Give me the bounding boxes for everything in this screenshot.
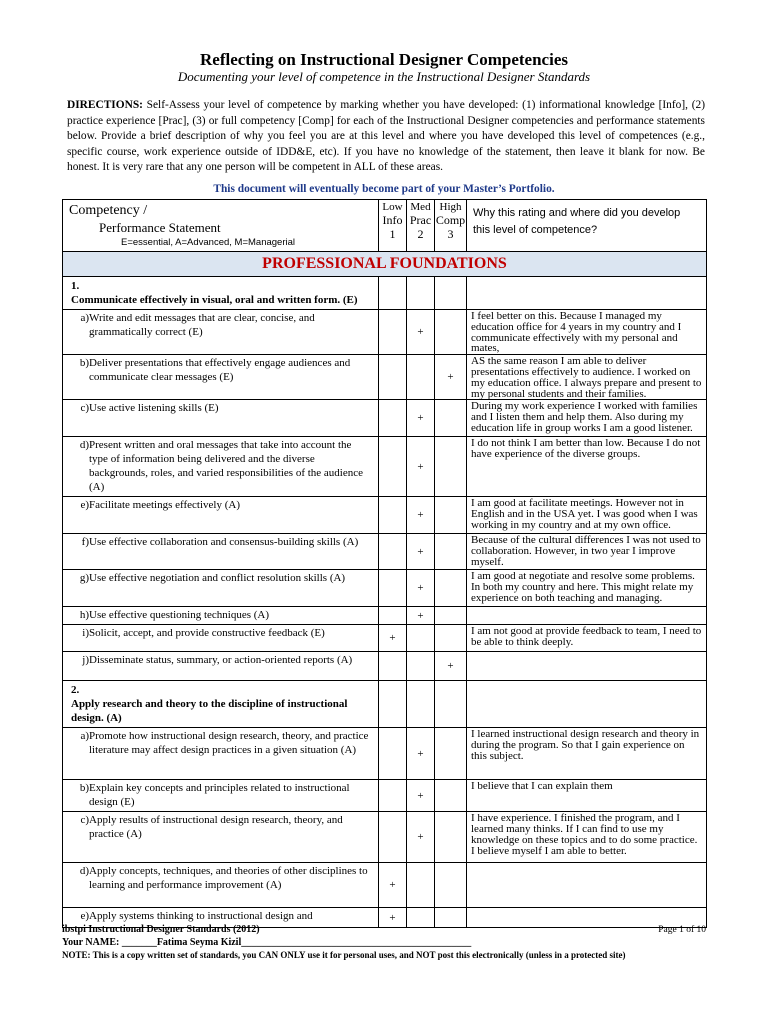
high-comp-mark bbox=[435, 780, 467, 812]
statement-text: Promote how instructional design research, theory, and practice literature may affect design practices in a given situation (A) bbox=[89, 730, 369, 757]
statement-text: Facilitate meetings effectively (A) bbox=[89, 499, 240, 512]
high-comp-mark bbox=[435, 497, 467, 534]
low-info-mark bbox=[379, 812, 407, 863]
high-comp-mark bbox=[435, 310, 467, 355]
low-info-mark bbox=[379, 607, 407, 625]
why-response: I am good at facilitate meetings. However not in English and in the USA yet. I was good when I was working in my country and at my own office. bbox=[467, 497, 707, 534]
statement-label: d) bbox=[79, 865, 89, 878]
col-number-1: 1 bbox=[389, 227, 396, 241]
statement-label: c) bbox=[80, 402, 89, 415]
statement-label: h) bbox=[79, 609, 89, 622]
performance-statement bbox=[63, 780, 379, 812]
rating-cell bbox=[435, 681, 467, 728]
low-label: Low bbox=[382, 201, 403, 213]
statement-text: Apply systems thinking to instructional design and bbox=[89, 910, 313, 923]
med-prac-mark: + bbox=[407, 570, 435, 607]
high-comp-mark: + bbox=[435, 355, 467, 400]
footer-name: Your NAME: _______Fatima Seyma Kizil______________________________________________ bbox=[62, 936, 472, 948]
competency-heading: Competency / bbox=[69, 203, 148, 218]
table-row bbox=[63, 437, 707, 497]
why-response: I do not think I am better than low. Because I do not have experience of the diverse groups. bbox=[467, 437, 707, 497]
statement-label: e) bbox=[80, 499, 89, 512]
category-row-1 bbox=[63, 277, 707, 310]
table-row bbox=[63, 625, 707, 652]
competency-table bbox=[62, 199, 707, 928]
rating-cell bbox=[435, 277, 467, 310]
statement-text: Use effective questioning techniques (A) bbox=[89, 609, 270, 622]
performance-statement bbox=[63, 607, 379, 625]
rating-cell bbox=[379, 681, 407, 728]
table-row bbox=[63, 780, 707, 812]
table-row bbox=[63, 570, 707, 607]
category-number: 1. bbox=[71, 280, 80, 292]
med-prac-mark bbox=[407, 863, 435, 908]
section-title: PROFESSIONAL FOUNDATIONS bbox=[63, 252, 707, 277]
table-row bbox=[63, 534, 707, 570]
med-prac-mark bbox=[407, 625, 435, 652]
statement-text: Explain key concepts and principles related to instructional design (E) bbox=[89, 782, 350, 809]
category-text: Apply research and theory to the discipline of instructional design. (A) bbox=[71, 698, 348, 725]
med-prac-mark: + bbox=[407, 497, 435, 534]
table-row bbox=[63, 812, 707, 863]
low-info-header bbox=[379, 200, 407, 252]
performance-statement bbox=[63, 652, 379, 681]
high-comp-mark bbox=[435, 570, 467, 607]
why-response: I am good at negotiate and resolve some problems. In both my country and here. This might relate my experience on both teaching and managing. bbox=[467, 570, 707, 607]
performance-statement bbox=[63, 728, 379, 780]
category-2 bbox=[63, 681, 379, 728]
low-info-mark bbox=[379, 310, 407, 355]
info-label: Info bbox=[382, 213, 403, 227]
why-response: I have experience. I finished the program, and I learned many thinks. If I can find to use my knowledge on these topics and to do some practice. I believe myself I am able to better. bbox=[467, 812, 707, 863]
why-cell bbox=[467, 681, 707, 728]
statement-label: f) bbox=[81, 536, 89, 549]
high-comp-mark: + bbox=[435, 652, 467, 681]
high-comp-mark bbox=[435, 534, 467, 570]
category-2-statements bbox=[63, 728, 707, 928]
med-label: Med bbox=[410, 201, 431, 213]
table-row bbox=[63, 355, 707, 400]
table-row bbox=[63, 728, 707, 780]
low-info-mark bbox=[379, 570, 407, 607]
med-prac-mark: + bbox=[407, 607, 435, 625]
high-comp-mark bbox=[435, 437, 467, 497]
rating-cell bbox=[379, 277, 407, 310]
low-info-mark bbox=[379, 437, 407, 497]
why-response bbox=[467, 652, 707, 681]
why-response bbox=[467, 607, 707, 625]
med-prac-mark bbox=[407, 355, 435, 400]
med-prac-mark: + bbox=[407, 534, 435, 570]
comp-label: Comp bbox=[435, 213, 466, 227]
table-row bbox=[63, 607, 707, 625]
statement-label: b) bbox=[79, 357, 89, 370]
table-row bbox=[63, 652, 707, 681]
why-response bbox=[467, 863, 707, 908]
why-response: Because of the cultural differences I was not used to collaboration. However, in two year I improve myself. bbox=[467, 534, 707, 570]
table-row bbox=[63, 310, 707, 355]
statement-label: d) bbox=[79, 439, 89, 452]
statement-text: Use effective negotiation and conflict resolution skills (A) bbox=[89, 572, 346, 585]
why-response: I believe that I can explain them bbox=[467, 780, 707, 812]
low-info-mark: + bbox=[379, 625, 407, 652]
col-number-2: 2 bbox=[417, 227, 424, 241]
performance-statement bbox=[63, 534, 379, 570]
statement-text: Use effective collaboration and consensus-building skills (A) bbox=[89, 536, 359, 549]
performance-statement bbox=[63, 437, 379, 497]
statement-text: Deliver presentations that effectively engage audiences and communicate clear messages (E) bbox=[89, 357, 351, 384]
table-row bbox=[63, 863, 707, 908]
category-number: 2. bbox=[71, 684, 80, 697]
why-response: AS the same reason I am able to deliver presentations effectively to audience. I worked on my education office. I always prepare and present to my personal students and their families. bbox=[467, 355, 707, 400]
category-1 bbox=[63, 277, 379, 310]
page-title: Reflecting on Instructional Designer Competencies bbox=[200, 50, 568, 69]
statement-text: Write and edit messages that are clear, concise, and grammatically correct (E) bbox=[89, 312, 315, 338]
performance-statement bbox=[63, 812, 379, 863]
directions-label: DIRECTIONS: bbox=[67, 99, 143, 111]
statement-text: Solicit, accept, and provide constructive feedback (E) bbox=[89, 627, 325, 640]
low-info-mark: + bbox=[379, 863, 407, 908]
performance-statement bbox=[63, 497, 379, 534]
legend-text: E=essential, A=Advanced, M=Managerial bbox=[121, 237, 296, 248]
table-row bbox=[63, 400, 707, 437]
page-subtitle: Documenting your level of competence in the Instructional Designer Standards bbox=[177, 69, 591, 84]
footer-note: NOTE: This is a copy written set of standards, you CAN ONLY use it for personal uses, and NOT post this electronically (unless in a protected site) bbox=[62, 950, 626, 960]
performance-statement bbox=[63, 310, 379, 355]
statement-label: c) bbox=[80, 814, 89, 827]
category-1-statements bbox=[63, 310, 707, 681]
why-response: I am not good at provide feedback to team, I need to be able to think deeply. bbox=[467, 625, 707, 652]
prac-label: Prac bbox=[409, 213, 432, 227]
high-comp-header bbox=[435, 200, 467, 252]
why-response: I feel better on this. Because I managed my education office for 4 years in my country and I communicate effectively with my personal and mates, bbox=[467, 310, 707, 355]
col-number-3: 3 bbox=[447, 227, 454, 241]
med-prac-mark: + bbox=[407, 400, 435, 437]
page-number: Page 1 of 10 bbox=[658, 925, 706, 935]
section-row bbox=[63, 252, 707, 277]
med-prac-mark: + bbox=[407, 812, 435, 863]
low-info-mark bbox=[379, 355, 407, 400]
footer-standards: ibstpi Instructional Designer Standards (2012) bbox=[62, 924, 260, 935]
statement-text: Apply results of instructional design research, theory, and practice (A) bbox=[89, 814, 343, 841]
low-info-mark bbox=[379, 497, 407, 534]
statement-label: e) bbox=[80, 910, 89, 923]
competency-header bbox=[63, 200, 379, 252]
why-header: Why this rating and where did you develop this level of competence? bbox=[467, 200, 707, 252]
performance-heading: Performance Statement bbox=[99, 220, 221, 235]
directions-paragraph bbox=[67, 98, 705, 176]
statement-label: a) bbox=[80, 312, 89, 324]
performance-statement bbox=[63, 400, 379, 437]
statement-text: Disseminate status, summary, or action-oriented reports (A) bbox=[89, 654, 353, 667]
med-prac-mark: + bbox=[407, 728, 435, 780]
statement-text: Apply concepts, techniques, and theories of other disciplines to learning and performance improvement (A) bbox=[89, 865, 368, 892]
statement-label: a) bbox=[80, 730, 89, 743]
high-comp-mark bbox=[435, 863, 467, 908]
high-comp-mark bbox=[435, 812, 467, 863]
low-info-mark: + bbox=[379, 908, 407, 928]
performance-statement bbox=[63, 570, 379, 607]
why-response: I learned instructional design research and theory in during the program. So that I gain experience on this subject. bbox=[467, 728, 707, 780]
why-response: During my work experience I worked with families and I listen them and help them. Also during my education life in group works I am a good listener. bbox=[467, 400, 707, 437]
med-prac-mark: + bbox=[407, 780, 435, 812]
table-header-row bbox=[63, 200, 707, 252]
category-row-2 bbox=[63, 681, 707, 728]
med-prac-header bbox=[407, 200, 435, 252]
performance-statement bbox=[63, 625, 379, 652]
low-info-mark bbox=[379, 780, 407, 812]
high-label: High bbox=[439, 201, 462, 213]
statement-label: g) bbox=[79, 572, 89, 585]
rating-cell bbox=[407, 277, 435, 310]
high-comp-mark bbox=[435, 400, 467, 437]
page-footer bbox=[62, 924, 706, 962]
low-info-mark bbox=[379, 400, 407, 437]
directions-text: Self-Assess your level of competence by marking whether you have developed: (1) informational knowledge [Info], (2) practice experience [Prac], (3) or full competency [Comp] for each of the Instructional Designer competencies and performance statements below. Provide a brief description of why you feel you are at this level and where you have developed this level of competences (e.g., specific course, work experience outside of IDD&E, etc). If you have no knowledge of the statement, then leave it blank for now. Be honest. It is very rare that any one person will be competent in ALL of these areas. bbox=[67, 99, 705, 174]
why-cell bbox=[467, 277, 707, 310]
med-prac-mark: + bbox=[407, 310, 435, 355]
statement-text: Present written and oral messages that take into account the type of information being delivered and the diverse backgrounds, roles, and varied responsibilities of the audience (A) bbox=[89, 439, 364, 494]
high-comp-mark bbox=[435, 607, 467, 625]
low-info-mark bbox=[379, 652, 407, 681]
med-prac-mark: + bbox=[407, 437, 435, 497]
rating-cell bbox=[407, 681, 435, 728]
med-prac-mark bbox=[407, 652, 435, 681]
table-row bbox=[63, 497, 707, 534]
portfolio-note: This document will eventually become part of your Master’s Portfolio. bbox=[213, 183, 555, 195]
statement-label: b) bbox=[79, 782, 89, 795]
performance-statement bbox=[63, 863, 379, 908]
statement-label: j) bbox=[82, 654, 89, 667]
low-info-mark bbox=[379, 728, 407, 780]
high-comp-mark bbox=[435, 625, 467, 652]
category-text: Communicate effectively in visual, oral and written form. (E) bbox=[71, 294, 358, 306]
statement-label: i) bbox=[82, 627, 89, 640]
low-info-mark bbox=[379, 534, 407, 570]
high-comp-mark bbox=[435, 728, 467, 780]
statement-text: Use active listening skills (E) bbox=[89, 402, 219, 415]
performance-statement bbox=[63, 355, 379, 400]
